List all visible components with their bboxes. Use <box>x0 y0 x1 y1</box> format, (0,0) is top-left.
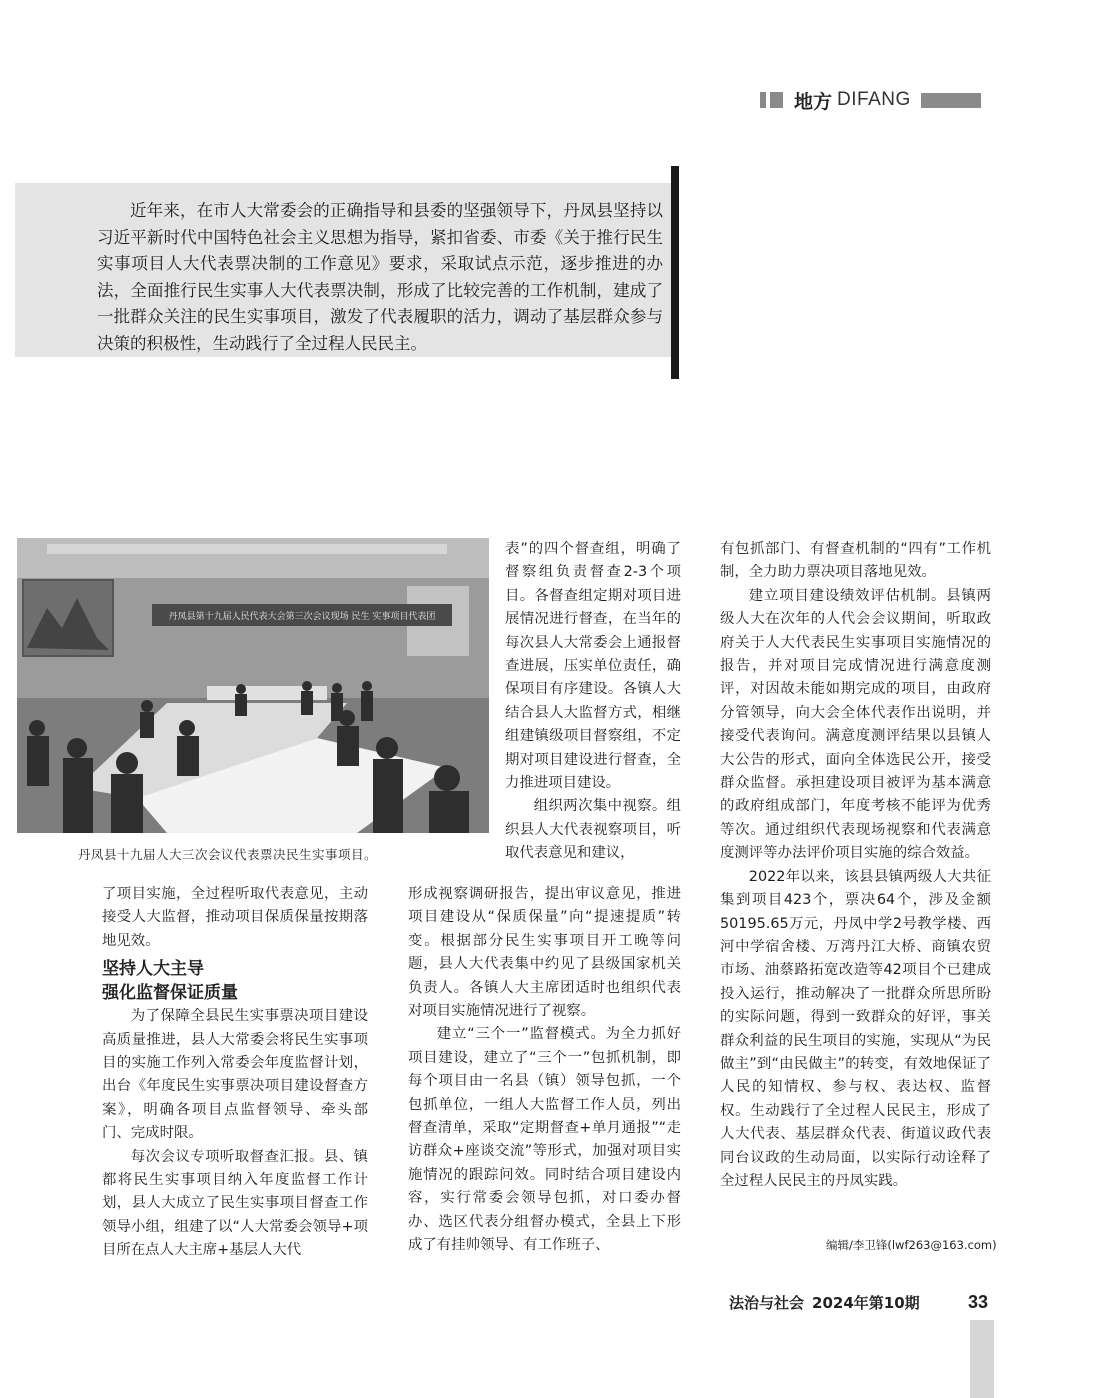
magazine-name: 法治与社会 <box>729 1294 805 1312</box>
intro-box <box>15 183 671 357</box>
issue-label: 2024年第10期 <box>812 1294 920 1312</box>
page-footer <box>729 1292 920 1313</box>
section-header <box>760 88 981 112</box>
header-bar-medium <box>770 92 783 108</box>
section-title-zh: 地方 <box>794 90 833 113</box>
paragraph: 建立“三个一”监督模式。为全力抓好项目建设，建立了“三个一”包抓机制，即每个项目由一名县（镇）领导包抓，一个包抓单位，一组人大监督工作人员，列出督查清单，采取“定期督查+单月通报”“走访群众+座谈交流”等形式，加强对项目实施情况的跟踪问效。同时结合项目建设内容，实行常委会领导包抓，对口委办督办、选区代表分组督办模式，全县上下形成了有挂帅领导、有工作班子、 <box>408 1026 681 1254</box>
paragraph: 每次会议专项听取督查汇报。县、镇都将民生实事项目纳入年度监督工作计划，县人大成立了民生实事项目督查工作领导小组，组建了以“人大常委会领导+项目所在点人大主席+基层人大代 <box>102 1148 368 1259</box>
photo-banner-text: 丹凤县第十九届人民代表大会第三次会议现场 民生 实事项目代表团 <box>168 612 436 622</box>
column-right <box>720 538 991 1193</box>
photo-caption: 丹凤县十九届人大三次会议代表票决民生实事项目。 <box>78 847 378 862</box>
subheading: 强化监督保证质量 <box>102 983 238 1004</box>
paragraph: 形成视察调研报告，提出审议意见，推进项目建设从“保质保量”向“提速提质”转变。根据部分民生实事项目开工晚等问题，县人大代表集中约见了县级国家机关负责人。各镇人大主席团适时也组织代表对项目实施情况进行了视察。 <box>408 886 681 1020</box>
section-title-en: DIFANG <box>837 89 911 110</box>
editor-credit: 编辑/李卫锋(lwf263@163.com) <box>826 1238 997 1252</box>
column-middle-lower <box>408 883 681 1258</box>
page-edge-strip <box>970 1320 994 1398</box>
meeting-photo <box>17 538 489 833</box>
header-bar-small <box>760 92 766 108</box>
column-left <box>102 883 368 1263</box>
paragraph: 表”的四个督查组，明确了督察组负责督查2-3个项目。各督查组定期对项目进展情况进行督查，在当年的每次县人大常委会上通报督查进展，压实单位责任，确保项目有序建设。各镇人大结合县人大监督方式，相继组建镇级项目督察组，不定期对项目建设进行督查，全力推进项目建设。 <box>505 541 681 792</box>
column-middle-upper <box>505 538 681 866</box>
paragraph: 2022年以来，该县县镇两级人大共征集到项目423个，票决64个，涉及金额50195.65万元，丹凤中学2号教学楼、西河中学宿舍楼、万湾丹江大桥、商镇农贸市场、油蔡路拓宽改造等42项目个已建成投入运行，推动解决了一批群众所思所盼的实际问题，得到一致群众的好评，事关群众利益的民生项目的实施，实现从“为民做主”到“由民做主”的转变，有效地保证了人民的知情权、参与权、表达权、监督权。生动践行了全过程人民民主，形成了人大代表、基层群众代表、街道议政代表同台议政的生动局面，以实际行动诠释了全过程人民民主的丹凤实践。 <box>720 868 991 1189</box>
paragraph: 有包抓部门、有督查机制的“四有”工作机制，全力助力票决项目落地见效。 <box>720 541 991 581</box>
paragraph: 组织两次集中视察。组织县人大代表视察项目，听取代表意见和建议， <box>505 798 681 862</box>
page-number: 33 <box>968 1292 989 1312</box>
paragraph: 为了保障全县民生实事票决项目建设高质量推进，县人大常委会将民生实事项目的实施工作列入常委会年度监督计划，出台《年度民生实事票决项目建设督查方案》，明确各项目点监督领导、牵头部门、完成时限。 <box>102 1008 368 1142</box>
intro-vertical-rule <box>671 166 679 379</box>
paragraph: 建立项目建设绩效评估机制。县镇两级人大在次年的人代会会议期间，听取政府关于人大代表民生实事项目实施情况的报告，并对项目完成情况进行满意度测评，对因故未能如期完成的项目，由政府分管领导，向大会全体代表作出说明，并接受代表询问。满意度测评结果以县镇人大公告的形式，面向全体选民公开，接受群众监督。承担建设项目被评为基本满意的政府组成部门，年度考核不能评为优秀等次。通过组织代表现场视察和代表满意度测评等办法评价项目实施的综合效益。 <box>720 587 991 862</box>
subheading: 坚持人大主导 <box>102 959 204 980</box>
paragraph: 了项目实施，全过程听取代表意见，主动接受人大监督，推动项目保质保量按期落地见效。 <box>102 886 368 949</box>
header-bar-long <box>921 93 981 108</box>
intro-paragraph: 近年来，在市人大常委会的正确指导和县委的坚强领导下，丹凤县坚持以习近平新时代中国特色社会主义思想为指导，紧扣省委、市委《关于推行民生实事项目人大代表票决制的工作意见》要求，采取试点示范，逐步推进的办法，全面推行民生实事人大代表票决制，形成了比较完善的工作机制，建成了一批群众关注的民生实事项目，激发了代表履职的活力，调动了基层群众参与决策的积极性，生动践行了全过程人民民主。 <box>97 201 663 353</box>
